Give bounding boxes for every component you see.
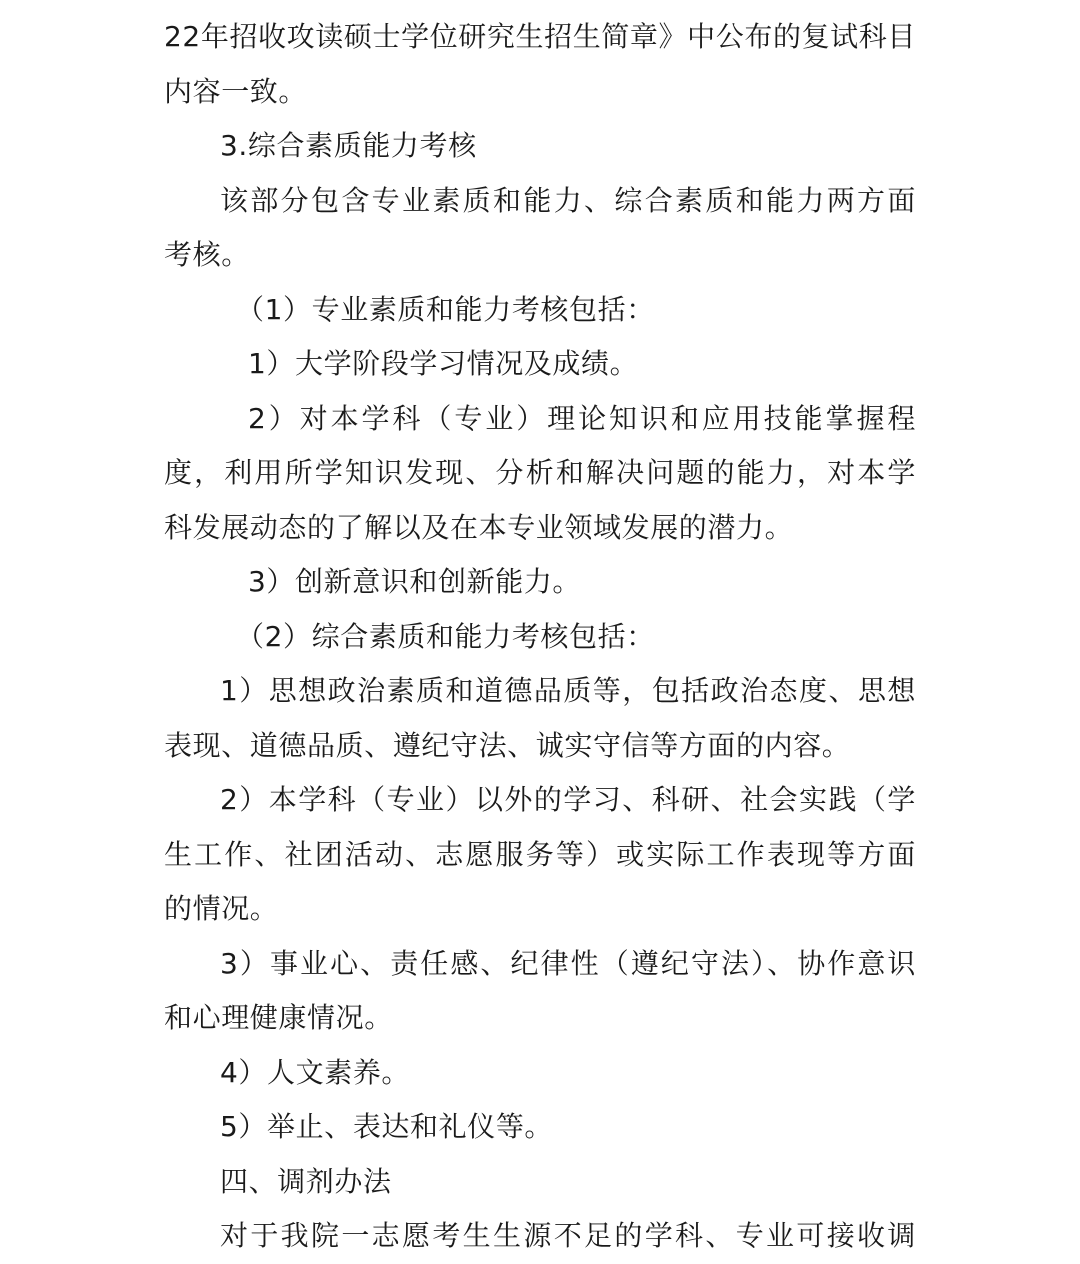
text-line-19: 和心理健康情况。 [164, 1001, 393, 1034]
list-item-1-3: 3）创新意识和创新能力。 [248, 565, 582, 598]
text-line-23: 对于我院一志愿考生生源不足的学科、专业可接收调 [220, 1219, 916, 1252]
section-heading-3: 3.综合素质能力考核 [220, 129, 477, 162]
list-item-2-1: 1）思想政治素质和道德品质等，包括政治态度、思想 [220, 674, 916, 707]
section-heading-4: 四、调剂办法 [220, 1164, 392, 1198]
text-line-10: 科发展动态的了解以及在本专业领域发展的潜力。 [164, 510, 794, 544]
list-item-1-2: 2）对本学科（专业）理论知识和应用技能掌握程 [248, 401, 916, 435]
text-line-9: 度，利用所学知识发现、分析和解决问题的能力，对本学 [164, 456, 916, 489]
subsection-heading-2: （2）综合素质和能力考核包括： [236, 619, 655, 653]
list-item-2-2: 2）本学科（专业）以外的学习、科研、社会实践（学 [220, 783, 916, 816]
text-line-16: 生工作、社团活动、志愿服务等）或实际工作表现等方面 [164, 837, 916, 871]
subsection-heading-1: （1）专业素质和能力考核包括： [236, 292, 655, 326]
document-page [164, 10, 916, 1264]
text-line-17: 的情况。 [164, 892, 279, 925]
list-item-2-4: 4）人文素养。 [220, 1055, 411, 1089]
text-line-2: 内容一致。 [164, 74, 308, 108]
list-item-2-5: 5）举止、表达和礼仪等。 [220, 1110, 554, 1143]
list-item-1-1: 1）大学阶段学习情况及成绩。 [248, 347, 639, 380]
text-line-1: 22年招收攻读硕士学位研究生招生简章》中公布的复试科目 [164, 20, 916, 53]
text-line-5: 考核。 [164, 238, 250, 271]
text-line-14: 表现、道德品质、遵纪守法、诚实守信等方面的内容。 [164, 728, 851, 762]
text-line-4: 该部分包含专业素质和能力、综合素质和能力两方面 [220, 183, 916, 217]
list-item-2-3: 3）事业心、责任感、纪律性（遵纪守法）、协作意识 [220, 946, 916, 980]
